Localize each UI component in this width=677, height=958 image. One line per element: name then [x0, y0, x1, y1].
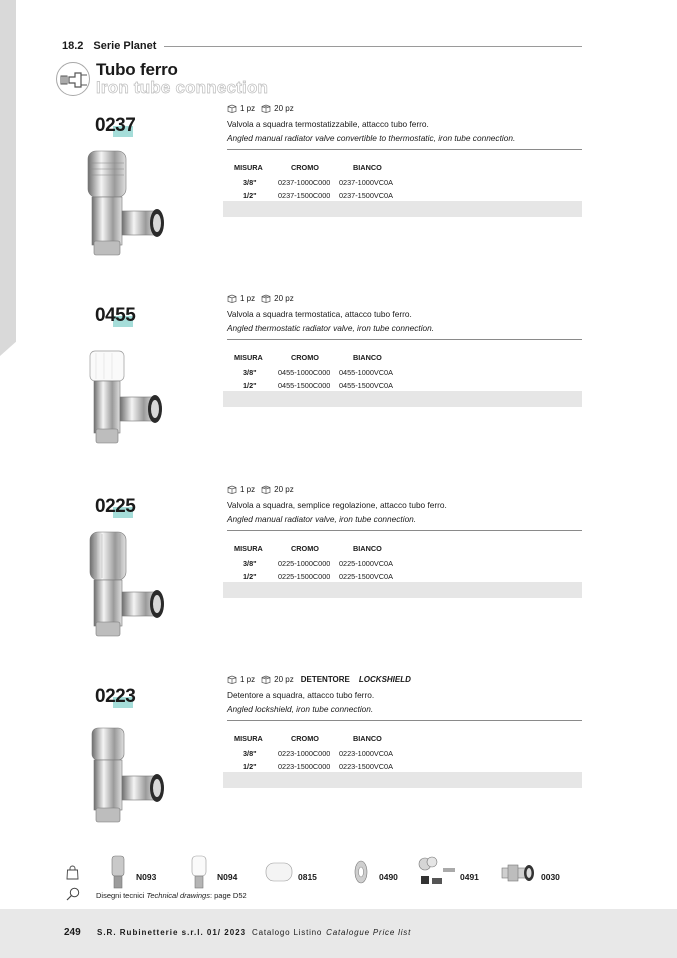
header-misura: MISURA — [234, 734, 263, 743]
section-name: Serie Planet — [93, 40, 157, 52]
header-misura: MISURA — [234, 163, 263, 172]
iron-tube-icon — [56, 62, 90, 96]
header-bianco: BIANCO — [353, 163, 382, 172]
description-it: Detentore a squadra, attacco tubo ferro. — [227, 690, 375, 700]
header-cromo: CROMO — [291, 353, 319, 362]
size-cell: 1/2" — [243, 762, 257, 771]
description-it: Valvola a squadra, semplice regolazione, attacco tubo ferro. — [227, 500, 447, 510]
bianco-code: 0455-1500VC0A — [339, 381, 393, 390]
header-cromo: CROMO — [291, 163, 319, 172]
product-code: 0223 — [95, 686, 136, 707]
size-cell: 3/8" — [243, 749, 257, 758]
page-number: 249 — [64, 927, 81, 938]
description-en: Angled manual radiator valve, iron tube connection. — [227, 514, 417, 524]
box-multi-icon — [261, 675, 271, 684]
lockshield-label-it: DETENTORE — [300, 675, 350, 684]
product-rule — [227, 530, 582, 531]
accessory-0030-image — [500, 863, 538, 883]
catalog-it: Catalogo Listino — [252, 928, 323, 937]
product-rule — [227, 339, 582, 340]
pack-single: 1 pz — [240, 485, 256, 494]
section-header — [62, 39, 582, 53]
description-en: Angled thermostatic radiator valve, iron tube connection. — [227, 323, 435, 333]
catalog-en: Catalogue Price list — [326, 928, 412, 937]
description-it: Valvola a squadra termostatizzabile, attacco tubo ferro. — [227, 119, 429, 129]
bianco-code: 0237-1500VC0A — [339, 191, 393, 200]
box-multi-icon — [261, 294, 271, 303]
lockshield-label-en: LOCKSHIELD — [358, 675, 411, 684]
accessory-code: 0815 — [298, 872, 317, 882]
magnifier-icon — [66, 887, 80, 901]
accessories-row — [0, 853, 677, 900]
accessory-code: N093 — [136, 872, 157, 882]
description-it: Valvola a squadra termostatica, attacco tubo ferro. — [227, 309, 412, 319]
section-number: 18.2 — [62, 40, 84, 52]
cromo-code: 0225-1500C000 — [278, 572, 331, 581]
valve-image — [82, 720, 172, 832]
accessory-0491-image — [417, 856, 457, 888]
table-band — [223, 201, 582, 217]
section-rule — [164, 46, 582, 47]
pack-single: 1 pz — [240, 294, 256, 303]
cromo-code: 0237-1000C000 — [278, 178, 331, 187]
header-misura: MISURA — [234, 353, 263, 362]
drawings-label-en: Technical drawings — [146, 891, 210, 900]
table-band — [223, 391, 582, 407]
box-icon — [227, 294, 237, 303]
product-rule — [227, 720, 582, 721]
bianco-code: 0223-1000VC0A — [339, 749, 393, 758]
box-multi-icon — [261, 104, 271, 113]
shopping-bag-icon — [66, 865, 79, 880]
cromo-code: 0455-1500C000 — [278, 381, 331, 390]
packaging-info — [227, 104, 294, 113]
bianco-code: 0225-1000VC0A — [339, 559, 393, 568]
header-cromo: CROMO — [291, 544, 319, 553]
accessory-code: 0491 — [460, 872, 479, 882]
size-cell: 1/2" — [243, 572, 257, 581]
product-rule — [227, 149, 582, 150]
pack-multi: 20 pz — [274, 675, 294, 684]
bianco-code: 0237-1000VC0A — [339, 178, 393, 187]
box-icon — [227, 485, 237, 494]
pack-single: 1 pz — [240, 675, 256, 684]
cromo-code: 0455-1000C000 — [278, 368, 331, 377]
accessory-code: 0030 — [541, 872, 560, 882]
category-subtitle: Iron tube connection — [96, 78, 269, 97]
table-band — [223, 582, 582, 598]
header-cromo: CROMO — [291, 734, 319, 743]
header-bianco: BIANCO — [353, 544, 382, 553]
pack-multi: 20 pz — [274, 294, 294, 303]
description-en: Angled lockshield, iron tube connection. — [227, 704, 374, 714]
page-footer — [0, 909, 677, 958]
product-block — [0, 672, 677, 852]
cromo-code: 0223-1000C000 — [278, 749, 331, 758]
size-cell: 3/8" — [243, 368, 257, 377]
description-en: Angled manual radiator valve convertible to thermostatic, iron tube connection. — [227, 133, 516, 143]
accessory-code: 0490 — [379, 872, 398, 882]
cromo-code: 0223-1500C000 — [278, 762, 331, 771]
accessory-n094-image — [190, 855, 208, 889]
drawings-label-it: Disegni tecnici — [96, 891, 145, 900]
valve-image — [82, 339, 172, 451]
accessory-code: N094 — [217, 872, 238, 882]
pack-single: 1 pz — [240, 104, 256, 113]
accessory-0815-image — [264, 861, 294, 883]
pack-multi: 20 pz — [274, 104, 294, 113]
accessory-n093-image — [109, 855, 127, 889]
packaging-info — [227, 294, 294, 303]
product-code: 0237 — [95, 115, 136, 136]
cromo-code: 0237-1500C000 — [278, 191, 331, 200]
category-title: Tubo ferro — [96, 60, 178, 79]
header-bianco: BIANCO — [353, 353, 382, 362]
packaging-info — [227, 675, 411, 684]
product-block — [0, 101, 677, 281]
bianco-code: 0455-1000VC0A — [339, 368, 393, 377]
technical-drawings-note — [96, 891, 247, 900]
table-band — [223, 772, 582, 788]
accessory-0490-image — [352, 859, 370, 885]
product-block — [0, 482, 677, 662]
header-misura: MISURA — [234, 544, 263, 553]
header-bianco: BIANCO — [353, 734, 382, 743]
size-cell: 3/8" — [243, 178, 257, 187]
box-multi-icon — [261, 485, 271, 494]
valve-image — [82, 149, 172, 261]
product-block — [0, 291, 677, 471]
box-icon — [227, 675, 237, 684]
packaging-info — [227, 485, 294, 494]
bianco-code: 0223-1500VC0A — [339, 762, 393, 771]
size-cell: 3/8" — [243, 559, 257, 568]
company-name: S.R. Rubinetterie s.r.l. 01/ 2023 — [97, 928, 247, 937]
drawings-ref: : page D52 — [209, 891, 247, 900]
valve-image — [82, 530, 172, 642]
bianco-code: 0225-1500VC0A — [339, 572, 393, 581]
box-icon — [227, 104, 237, 113]
size-cell: 1/2" — [243, 191, 257, 200]
catalog-title — [252, 928, 411, 937]
pack-multi: 20 pz — [274, 485, 294, 494]
product-code: 0455 — [95, 305, 136, 326]
cromo-code: 0225-1000C000 — [278, 559, 331, 568]
size-cell: 1/2" — [243, 381, 257, 390]
product-code: 0225 — [95, 496, 136, 517]
